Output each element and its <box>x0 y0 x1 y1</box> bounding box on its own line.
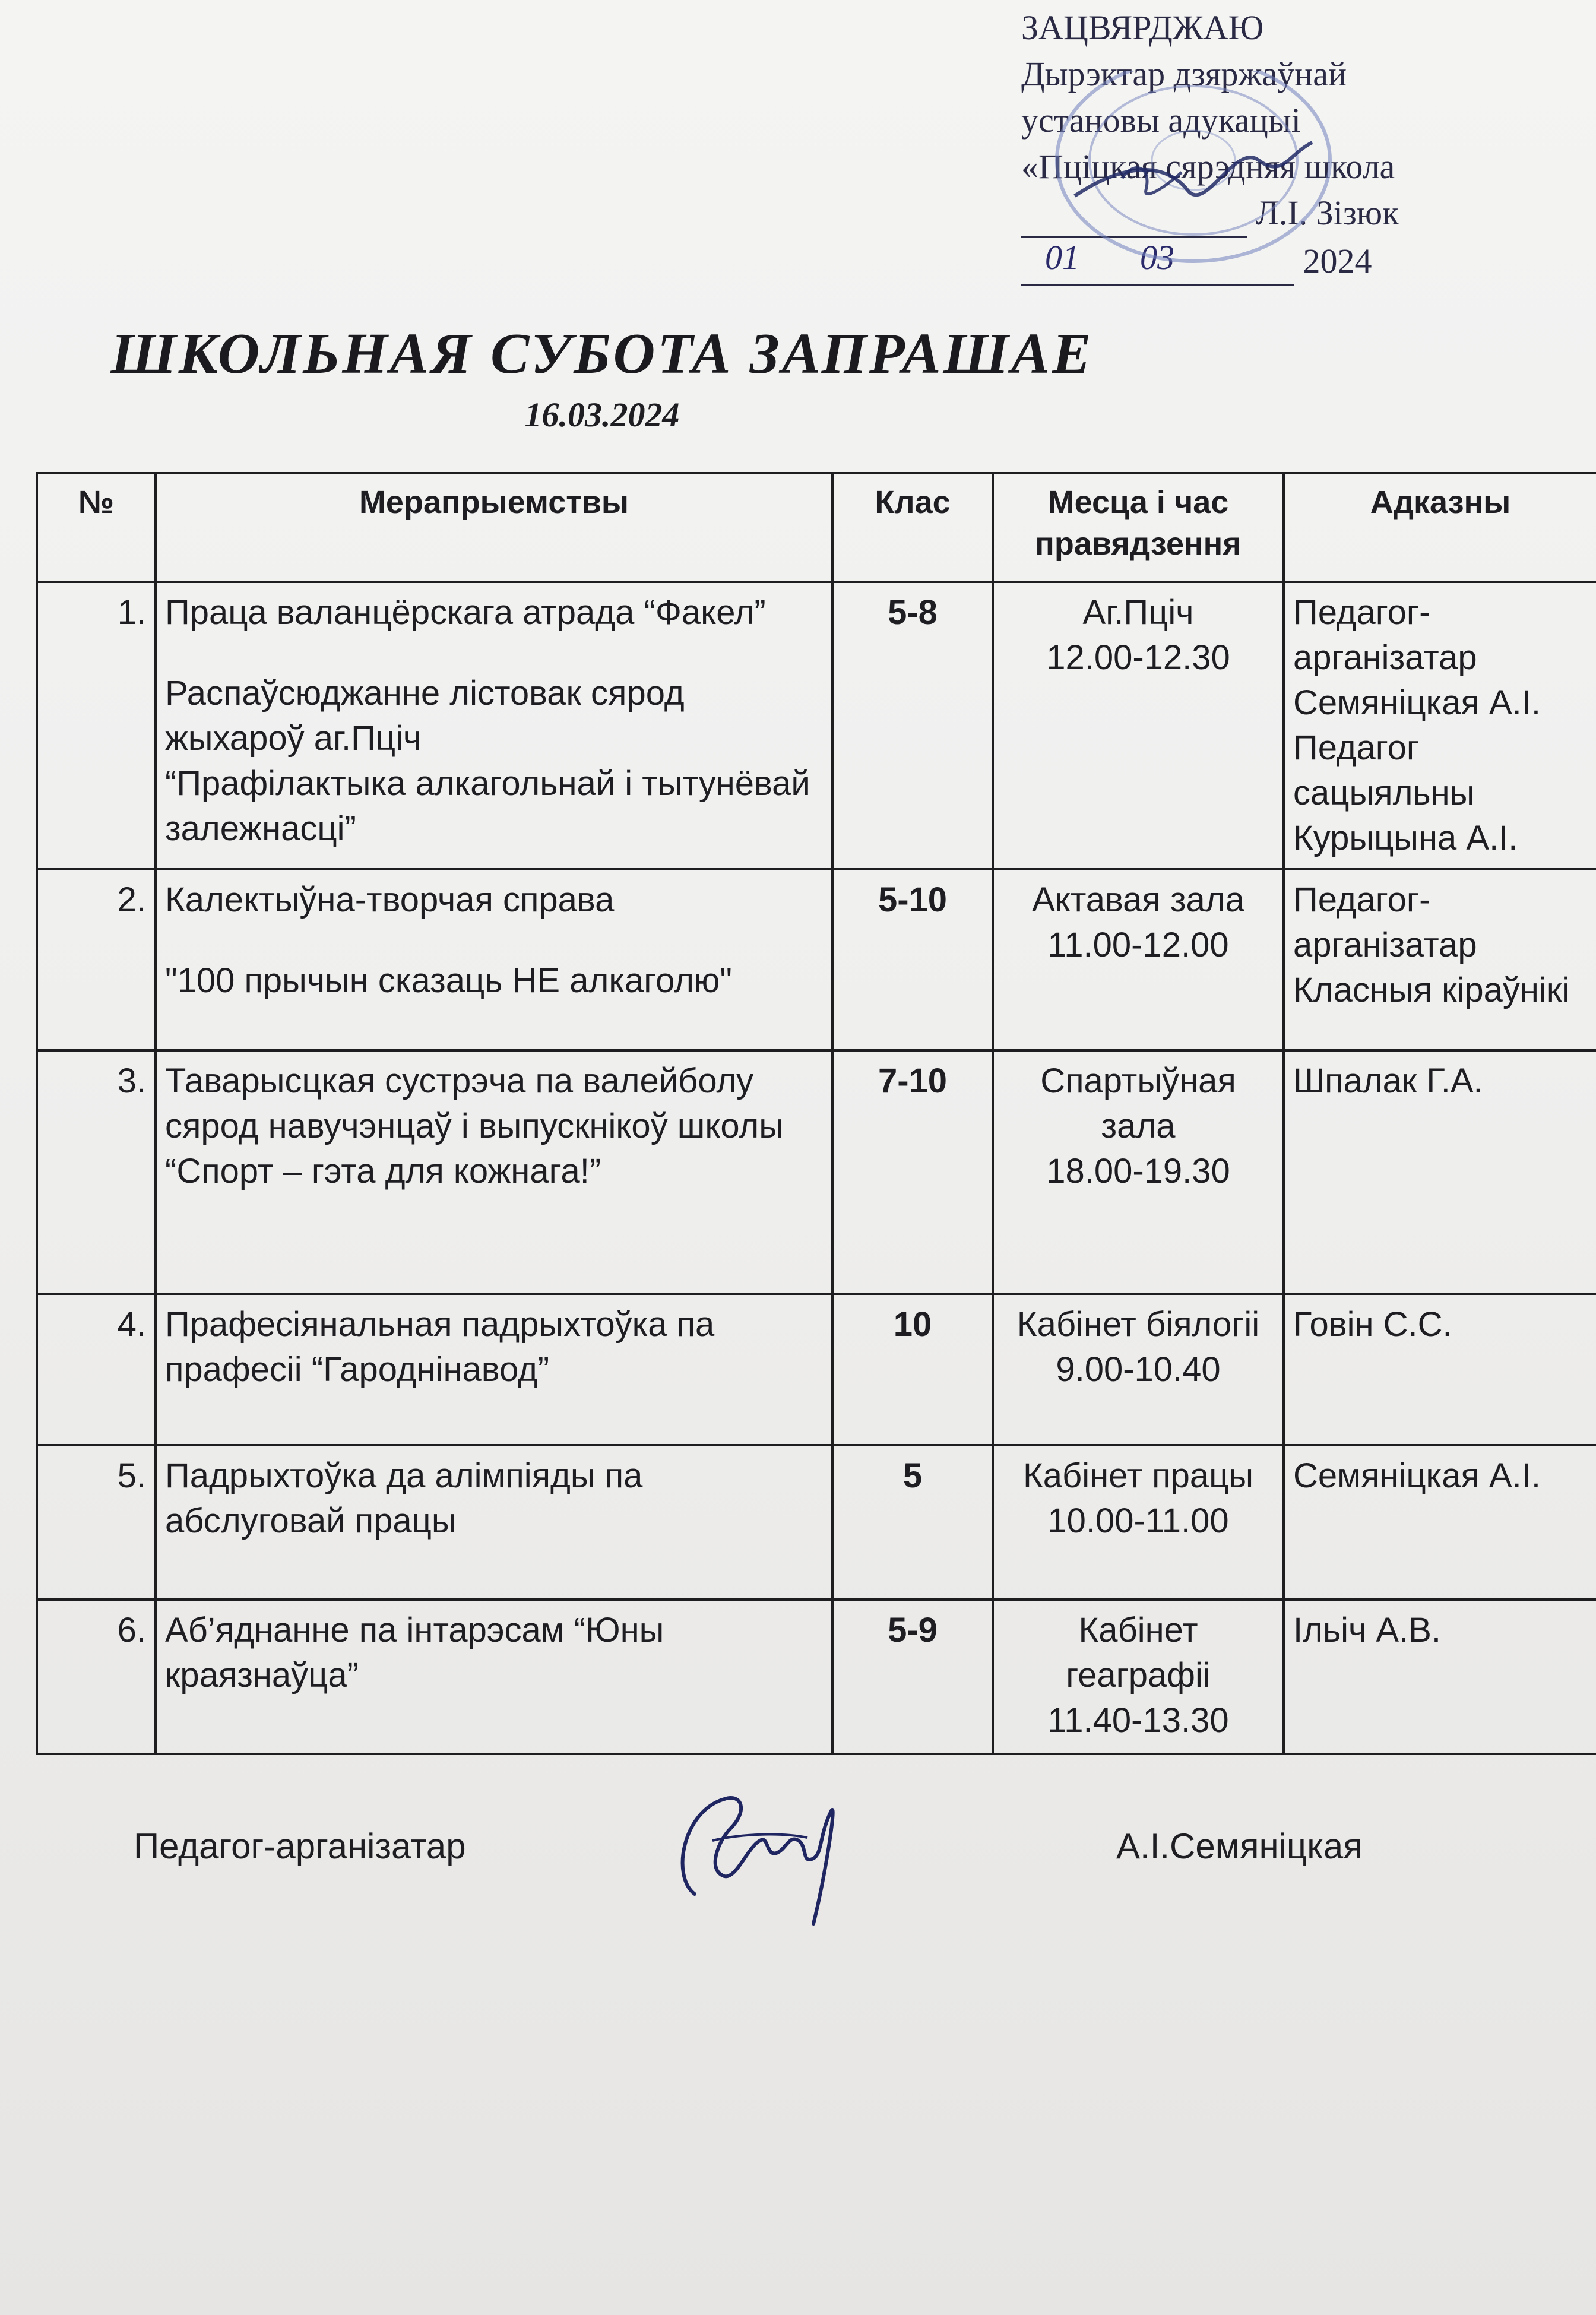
row-responsible <box>1284 1294 1596 1445</box>
footer-name: А.І.Семяніцкая <box>1116 1826 1363 1866</box>
approval-line-2: установы адукацыі <box>1021 101 1301 140</box>
row-num: 2. <box>37 869 156 1050</box>
approval-date-month: 03 <box>1140 238 1174 277</box>
header-responsible: Адказны <box>1284 473 1596 582</box>
event-line: Прафесіянальная падрыхтоўка па прафесіі “Гароднінавод” <box>165 1305 715 1389</box>
responsible-line: Ільіч А.В. <box>1293 1611 1441 1649</box>
handwritten-signature-icon <box>659 1775 849 1942</box>
row-time: 11.40-13.30 <box>1047 1701 1229 1740</box>
event-date: 16.03.2024 <box>524 395 680 434</box>
responsible-line: Семяніцкая А.І. <box>1293 683 1541 722</box>
row-num: 1. <box>37 582 156 869</box>
row-event <box>156 1445 832 1600</box>
responsible-line: Говін С.С. <box>1293 1305 1452 1344</box>
row-class: 5-8 <box>832 582 993 869</box>
row-place-time <box>993 582 1284 869</box>
row-responsible <box>1284 1050 1596 1294</box>
row-time: 10.00-11.00 <box>1047 1502 1229 1540</box>
row-time: 18.00-19.30 <box>1046 1152 1230 1190</box>
responsible-line: Педагог-арганізатар <box>1293 881 1477 964</box>
row-event <box>156 1600 832 1754</box>
table-row <box>37 1600 1596 1754</box>
row-place-time <box>993 1445 1284 1600</box>
row-event <box>156 869 832 1050</box>
row-responsible <box>1284 869 1596 1050</box>
table-row <box>37 869 1596 1050</box>
row-class: 5 <box>832 1445 993 1600</box>
responsible-line: Шпалак Г.А. <box>1293 1062 1483 1100</box>
row-time: 9.00-10.40 <box>1056 1350 1221 1389</box>
responsible-line: Педагог сацыяльны <box>1293 729 1475 812</box>
event-line: Праца валанцёрскага атрада “Факел” <box>165 593 766 632</box>
stamp-seal-icon <box>1033 71 1366 285</box>
row-event <box>156 1294 832 1445</box>
event-line: “Прафілактыка алкагольнай і тытунёвай залежнасці” <box>165 764 810 848</box>
row-place: Спартыўная зала <box>1040 1062 1236 1145</box>
event-line <box>165 923 823 958</box>
table-body <box>37 582 1596 1754</box>
row-place: Кабінет геаграфіі <box>1066 1611 1211 1695</box>
row-class: 5-9 <box>832 1600 993 1754</box>
event-line: Калектыўна-творчая справа <box>165 881 615 919</box>
row-place-time <box>993 1600 1284 1754</box>
row-responsible <box>1284 1445 1596 1600</box>
header-place: Месца і час правядзення <box>993 473 1284 582</box>
approval-line-1: Дырэктар дзяржаўнай <box>1021 55 1347 93</box>
row-place: Кабінет працы <box>1022 1456 1254 1495</box>
row-event <box>156 1050 832 1294</box>
row-responsible <box>1284 1600 1596 1754</box>
page-title: ШКОЛЬНАЯ СУБОТА ЗАПРАШАЕ <box>110 322 1094 386</box>
row-place-time <box>993 869 1284 1050</box>
responsible-line: Курыцына А.І. <box>1293 819 1518 857</box>
table-row <box>37 582 1596 869</box>
row-time: 11.00-12.00 <box>1047 926 1229 964</box>
row-place: Актавая зала <box>1032 881 1244 919</box>
row-place: Кабінет біялогіі <box>1016 1305 1260 1344</box>
header-num: № <box>37 473 156 582</box>
event-line: Распаўсюджанне лістовак сярод жыхароў аг.Пціч <box>165 674 685 758</box>
row-place-time <box>993 1294 1284 1445</box>
responsible-line: Семяніцкая А.І. <box>1293 1456 1541 1495</box>
event-line: “Спорт – гэта для кожнага!” <box>165 1152 601 1190</box>
responsible-line: Педагог-арганізатар <box>1293 593 1477 677</box>
row-class: 5-10 <box>832 869 993 1050</box>
event-line: "100 прычын сказаць НЕ алкаголю" <box>165 961 733 1000</box>
table-row <box>37 1050 1596 1294</box>
row-place: Аг.Пціч <box>1082 593 1194 632</box>
row-class: 7-10 <box>832 1050 993 1294</box>
row-num: 5. <box>37 1445 156 1600</box>
approval-date-day: 01 <box>1045 238 1079 277</box>
approval-line-3: «Пціцкая сярэдняя школа <box>1021 147 1395 186</box>
row-num: 6. <box>37 1600 156 1754</box>
director-name: Л.І. Зізюк <box>1255 194 1399 232</box>
table-row <box>37 1294 1596 1445</box>
row-num: 4. <box>37 1294 156 1445</box>
row-time: 12.00-12.30 <box>1046 638 1230 677</box>
schedule-table <box>36 472 1596 1755</box>
row-responsible <box>1284 582 1596 869</box>
table-row <box>37 1445 1596 1600</box>
table-header-row <box>37 473 1596 582</box>
footer-position: Педагог-арганізатар <box>134 1826 466 1866</box>
event-line: Аб’яднанне па інтарэсам “Юны краязнаўца” <box>165 1611 664 1695</box>
approval-heading: ЗАЦВЯРДЖАЮ <box>1021 8 1264 47</box>
event-line <box>165 635 823 671</box>
row-event <box>156 582 832 869</box>
approval-date-year: 2024 <box>1303 242 1372 280</box>
event-line: Таварысцкая сустрэча па валейболу сярод навучэнцаў і выпускнікоў школы <box>165 1062 784 1145</box>
event-line: Падрыхтоўка да алімпіяды па абслуговай працы <box>165 1456 643 1540</box>
row-num: 3. <box>37 1050 156 1294</box>
responsible-line: Класныя кіраўнікі <box>1293 971 1570 1009</box>
row-class: 10 <box>832 1294 993 1445</box>
row-place-time <box>993 1050 1284 1294</box>
header-class: Клас <box>832 473 993 582</box>
schedule-table-wrapper <box>36 472 1596 1755</box>
header-event: Мерапрыемствы <box>156 473 832 582</box>
